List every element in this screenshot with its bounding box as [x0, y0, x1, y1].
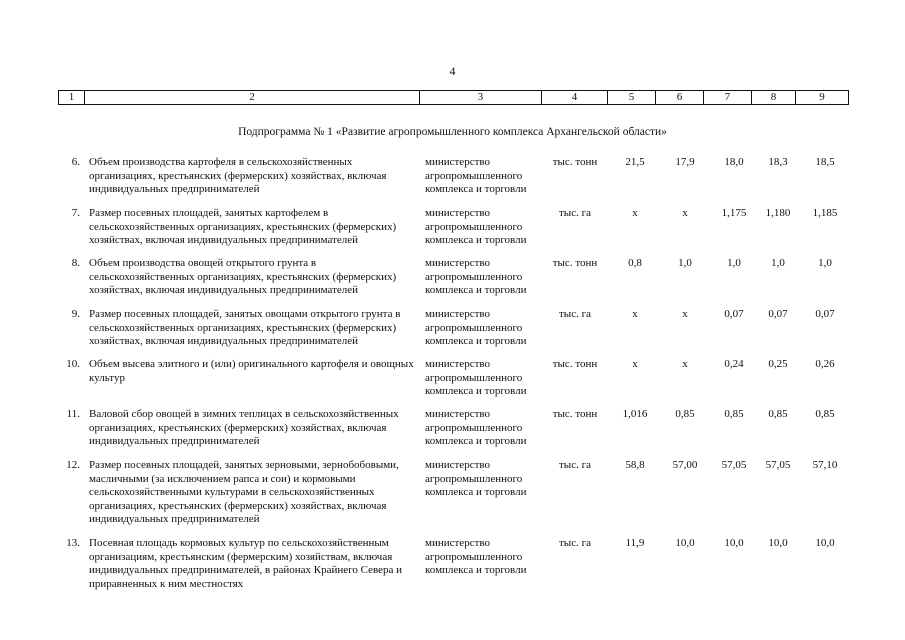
unit-of-measure: тыс. га: [559, 207, 591, 219]
value-col-6: х: [682, 207, 688, 219]
column-number: 1: [59, 91, 85, 105]
value-col-5: 21,5: [625, 156, 645, 168]
unit-of-measure: тыс. га: [559, 308, 591, 320]
value-col-5: х: [632, 308, 638, 320]
row-number: 11.: [66, 408, 80, 420]
indicator-name: Посевная площадь кормовых культур по сельскохозяйственным организациям, крестьянским (фермерским) хозяйствам, включая индивидуальных предпринимателей, в районах Крайнего Севера и приравненных к ним местностях: [89, 537, 402, 590]
value-col-7: 1,0: [727, 257, 741, 269]
value-col-9: 18,5: [815, 156, 835, 168]
value-col-8: 1,0: [771, 257, 785, 269]
responsible-org: министерство агропромышленного комплекса и торговли: [425, 408, 527, 447]
value-col-7: 0,24: [724, 358, 744, 370]
value-col-8: 10,0: [768, 537, 788, 549]
column-number: 7: [704, 91, 752, 105]
value-col-6: 1,0: [678, 257, 692, 269]
indicator-name: Объем производства картофеля в сельскохозяйственных организациях, крестьянских (фермерских) хозяйствах, включая индивидуальных предпринимателей: [89, 156, 387, 195]
value-col-7: 1,175: [721, 207, 747, 219]
value-col-7: 18,0: [724, 156, 744, 168]
indicator-name: Размер посевных площадей, занятых зерновыми, зернобобовыми, масличными (за исключением рапса и сои) и кормовыми сельскохозяйственными культурами в сельскохозяйственных организациях, крестьянских (фермерских) хозяйствах, включая индивидуальных предпринимателей: [89, 459, 399, 525]
row-number: 13.: [66, 537, 80, 549]
unit-of-measure: тыс. тонн: [552, 408, 598, 420]
value-col-9: 10,0: [815, 537, 835, 549]
indicator-name: Размер посевных площадей, занятых картофелем в сельскохозяйственных организациях, крестьянских (фермерских) хозяйствах, включая индивидуальных предпринимателей: [89, 207, 397, 246]
column-number: 4: [542, 91, 608, 105]
value-col-8: 18,3: [768, 156, 788, 168]
row-number: 12.: [66, 459, 80, 471]
row-number: 8.: [71, 257, 80, 269]
column-number: 3: [420, 91, 542, 105]
value-col-6: 10,0: [675, 537, 695, 549]
column-number: 5: [608, 91, 656, 105]
indicator-name: Валовой сбор овощей в зимних теплицах в сельскохозяйственных организациях, крестьянских (фермерских) хозяйствах, включая индивидуальных предпринимателей: [89, 408, 399, 447]
value-col-6: х: [682, 308, 688, 320]
value-col-7: 0,07: [724, 308, 744, 320]
value-col-9: 0,85: [815, 408, 835, 420]
value-col-6: 17,9: [675, 156, 695, 168]
value-col-5: 1,016: [622, 408, 648, 420]
value-col-9: 1,185: [812, 207, 838, 219]
value-col-5: 0,8: [628, 257, 642, 269]
value-col-9: 0,26: [815, 358, 835, 370]
value-col-9: 0,07: [815, 308, 835, 320]
unit-of-measure: тыс. га: [559, 537, 591, 549]
value-col-8: 0,85: [768, 408, 788, 420]
value-col-5: х: [632, 358, 638, 370]
value-col-5: х: [632, 207, 638, 219]
responsible-org: министерство агропромышленного комплекса и торговли: [425, 257, 527, 296]
unit-of-measure: тыс. тонн: [552, 358, 598, 370]
subprogram-title: Подпрограмма № 1 «Развитие агропромышленного комплекса Архангельской области»: [238, 126, 667, 138]
row-number: 6.: [71, 156, 80, 168]
value-col-6: 57,00: [672, 459, 698, 471]
responsible-org: министерство агропромышленного комплекса и торговли: [425, 459, 527, 498]
unit-of-measure: тыс. тонн: [552, 156, 598, 168]
value-col-5: 11,9: [625, 537, 645, 549]
column-number: 9: [796, 91, 849, 105]
value-col-7: 0,85: [724, 408, 744, 420]
value-col-5: 58,8: [625, 459, 645, 471]
column-number: 8: [752, 91, 796, 105]
responsible-org: министерство агропромышленного комплекса и торговли: [425, 156, 527, 195]
row-number: 9.: [71, 308, 80, 320]
value-col-6: 0,85: [675, 408, 695, 420]
value-col-7: 57,05: [721, 459, 747, 471]
value-col-8: 0,07: [768, 308, 788, 320]
page-number: 4: [449, 64, 456, 78]
indicator-name: Размер посевных площадей, занятых овощами открытого грунта в сельскохозяйственных организациях, крестьянских (фермерских) хозяйствах, включая индивидуальных предпринимателей: [89, 308, 401, 347]
row-number: 10.: [66, 358, 80, 370]
indicator-name: Объем производства овощей открытого грунта в сельскохозяйственных организациях, крестьянских (фермерских) хозяйствах, включая индивидуальных предпринимателей: [89, 257, 397, 296]
column-number: 6: [656, 91, 704, 105]
value-col-8: 1,180: [765, 207, 791, 219]
value-col-9: 57,10: [812, 459, 838, 471]
value-col-6: х: [682, 358, 688, 370]
value-col-7: 10,0: [724, 537, 744, 549]
column-number: 2: [85, 91, 420, 105]
responsible-org: министерство агропромышленного комплекса и торговли: [425, 308, 527, 347]
unit-of-measure: тыс. га: [559, 459, 591, 471]
column-number-header: [58, 90, 849, 105]
value-col-8: 0,25: [768, 358, 788, 370]
responsible-org: министерство агропромышленного комплекса и торговли: [425, 537, 527, 576]
value-col-9: 1,0: [818, 257, 832, 269]
responsible-org: министерство агропромышленного комплекса и торговли: [425, 207, 527, 246]
value-col-8: 57,05: [765, 459, 791, 471]
unit-of-measure: тыс. тонн: [552, 257, 598, 269]
responsible-org: министерство агропромышленного комплекса и торговли: [425, 358, 527, 397]
row-number: 7.: [71, 207, 80, 219]
indicator-name: Объем высева элитного и (или) оригинального картофеля и овощных культур: [89, 358, 414, 384]
